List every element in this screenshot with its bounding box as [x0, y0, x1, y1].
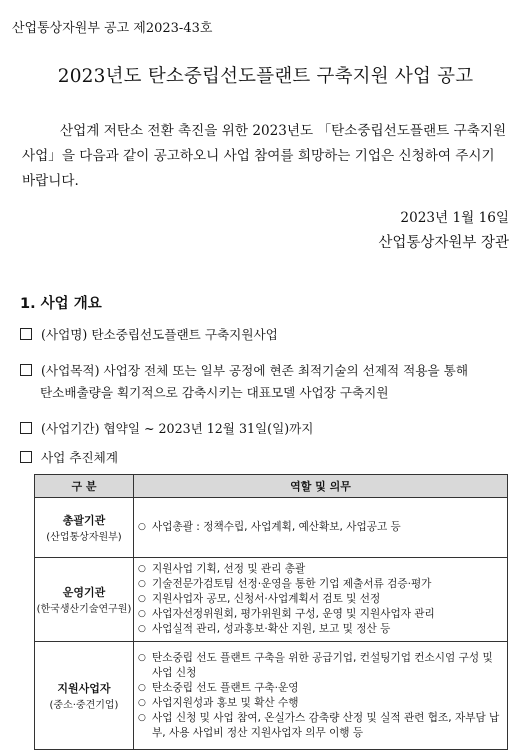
- list-item-structure: [20, 447, 510, 469]
- bullet-circle-icon: ○: [138, 564, 146, 574]
- role-cell: [35, 498, 134, 558]
- checkbox-square-icon: [20, 364, 32, 376]
- project-name-text: (사업명) 탄소중립선도플랜트 구축지원사업: [41, 327, 278, 342]
- duty-item: ○ 사업실적 관리, 성과홍보·확산 지원, 보고 및 정산 등: [138, 623, 391, 635]
- role-cell: [35, 558, 134, 642]
- role-name: 지원사업자: [57, 682, 111, 695]
- list-item-project-name: [20, 324, 510, 346]
- checkbox-square-icon: [20, 328, 32, 340]
- duty-item: ○ 사업 신청 및 사업 참여, 온실가스 감축량 산정 및 실적 관련 협조, 자부담 납부, 사용 사업비 정산 지원사업자 의무 이행 등: [138, 711, 500, 739]
- page-title: 2023년도 탄소중립선도플랜트 구축지원 사업 공고: [57, 66, 474, 87]
- role-cell: [35, 642, 134, 750]
- bullet-circle-icon: ○: [138, 609, 146, 619]
- notice-date: 2023년 1월 16일: [400, 210, 509, 226]
- role-name: 총괄기관: [62, 514, 106, 527]
- intro-text: 산업계 저탄소 전환 촉진을 위한 2023년도 「탄소중립선도플랜트 구축지원사업」을 다음과 같이 공고하오니 사업 참여를 희망하는 기업은 신청하여 주시기 바랍니다.: [22, 123, 507, 189]
- duty-item: ○ 기술전문가검토팀 선정·운영을 통한 기업 제출서류 검증·평가: [138, 578, 432, 590]
- bullet-circle-icon: ○: [138, 697, 146, 708]
- table-header-category: 구 분: [35, 475, 134, 498]
- duty-item: ○ 탄소중립 선도 플랜트 구축을 위한 공급기업, 컨설팅기업 컨소시엄 구성 및 사업 신청: [138, 651, 493, 679]
- signer: 산업통상자원부 장관: [378, 235, 509, 251]
- bullet-circle-icon: ○: [138, 682, 146, 693]
- bullet-circle-icon: ○: [138, 522, 146, 532]
- table-row: [35, 642, 508, 750]
- table-header-duties: 역할 및 의무: [134, 475, 508, 498]
- table-row: [35, 558, 508, 642]
- bullet-circle-icon: ○: [138, 624, 146, 634]
- role-name: 운영기관: [62, 586, 106, 599]
- duties-cell: [134, 498, 508, 558]
- checkbox-square-icon: [20, 451, 32, 463]
- notice-number: 산업통상자원부 공고 제2023-43호: [12, 21, 213, 36]
- duties-cell: [134, 642, 508, 750]
- bullet-circle-icon: ○: [138, 712, 146, 723]
- role-org: (산업통상자원부): [46, 532, 122, 543]
- table-row: [35, 498, 508, 558]
- list-item-purpose: [20, 360, 510, 404]
- bullet-circle-icon: ○: [138, 652, 146, 663]
- structure-text: 사업 추진체계: [41, 450, 118, 465]
- duty-item: ○ 사업자선정위원회, 평가위원회 구성, 운영 및 지원사업자 관리: [138, 608, 435, 620]
- purpose-text-line1: (사업목적) 사업장 전체 또는 일부 공정에 현존 최적기술의 선제적 적용을 통해: [41, 363, 468, 378]
- role-org: (한국생산기술연구원): [36, 604, 132, 615]
- structure-table: [34, 474, 508, 750]
- checkbox-square-icon: [20, 422, 32, 434]
- bullet-circle-icon: ○: [138, 579, 146, 589]
- duty-item: ○ 사업총괄 : 정책수립, 사업계획, 예산확보, 사업공고 등: [138, 521, 401, 533]
- purpose-text-line2: 탄소배출량을 획기적으로 감축시키는 대표모델 사업장 구축지원: [40, 385, 389, 400]
- list-item-period: [20, 418, 510, 440]
- duty-item: ○ 사업지원성과 홍보 및 확산 수행: [138, 696, 299, 709]
- duty-item: ○ 지원사업 기획, 선정 및 관리 총괄: [138, 563, 306, 575]
- bullet-circle-icon: ○: [138, 594, 146, 604]
- duty-item: ○ 탄소중립 선도 플랜트 구축·운영: [138, 681, 299, 694]
- period-text: (사업기간) 협약일 ~ 2023년 12월 31일(일)까지: [41, 421, 314, 436]
- section-heading: 1. 사업 개요: [20, 296, 102, 312]
- duties-cell: [134, 558, 508, 642]
- table-header-row: [35, 475, 508, 498]
- duty-item: ○ 지원사업자 공모, 신청서·사업계획서 검토 및 선정: [138, 593, 381, 605]
- role-org: (중소·중견기업): [49, 700, 119, 711]
- intro-paragraph: [22, 119, 510, 194]
